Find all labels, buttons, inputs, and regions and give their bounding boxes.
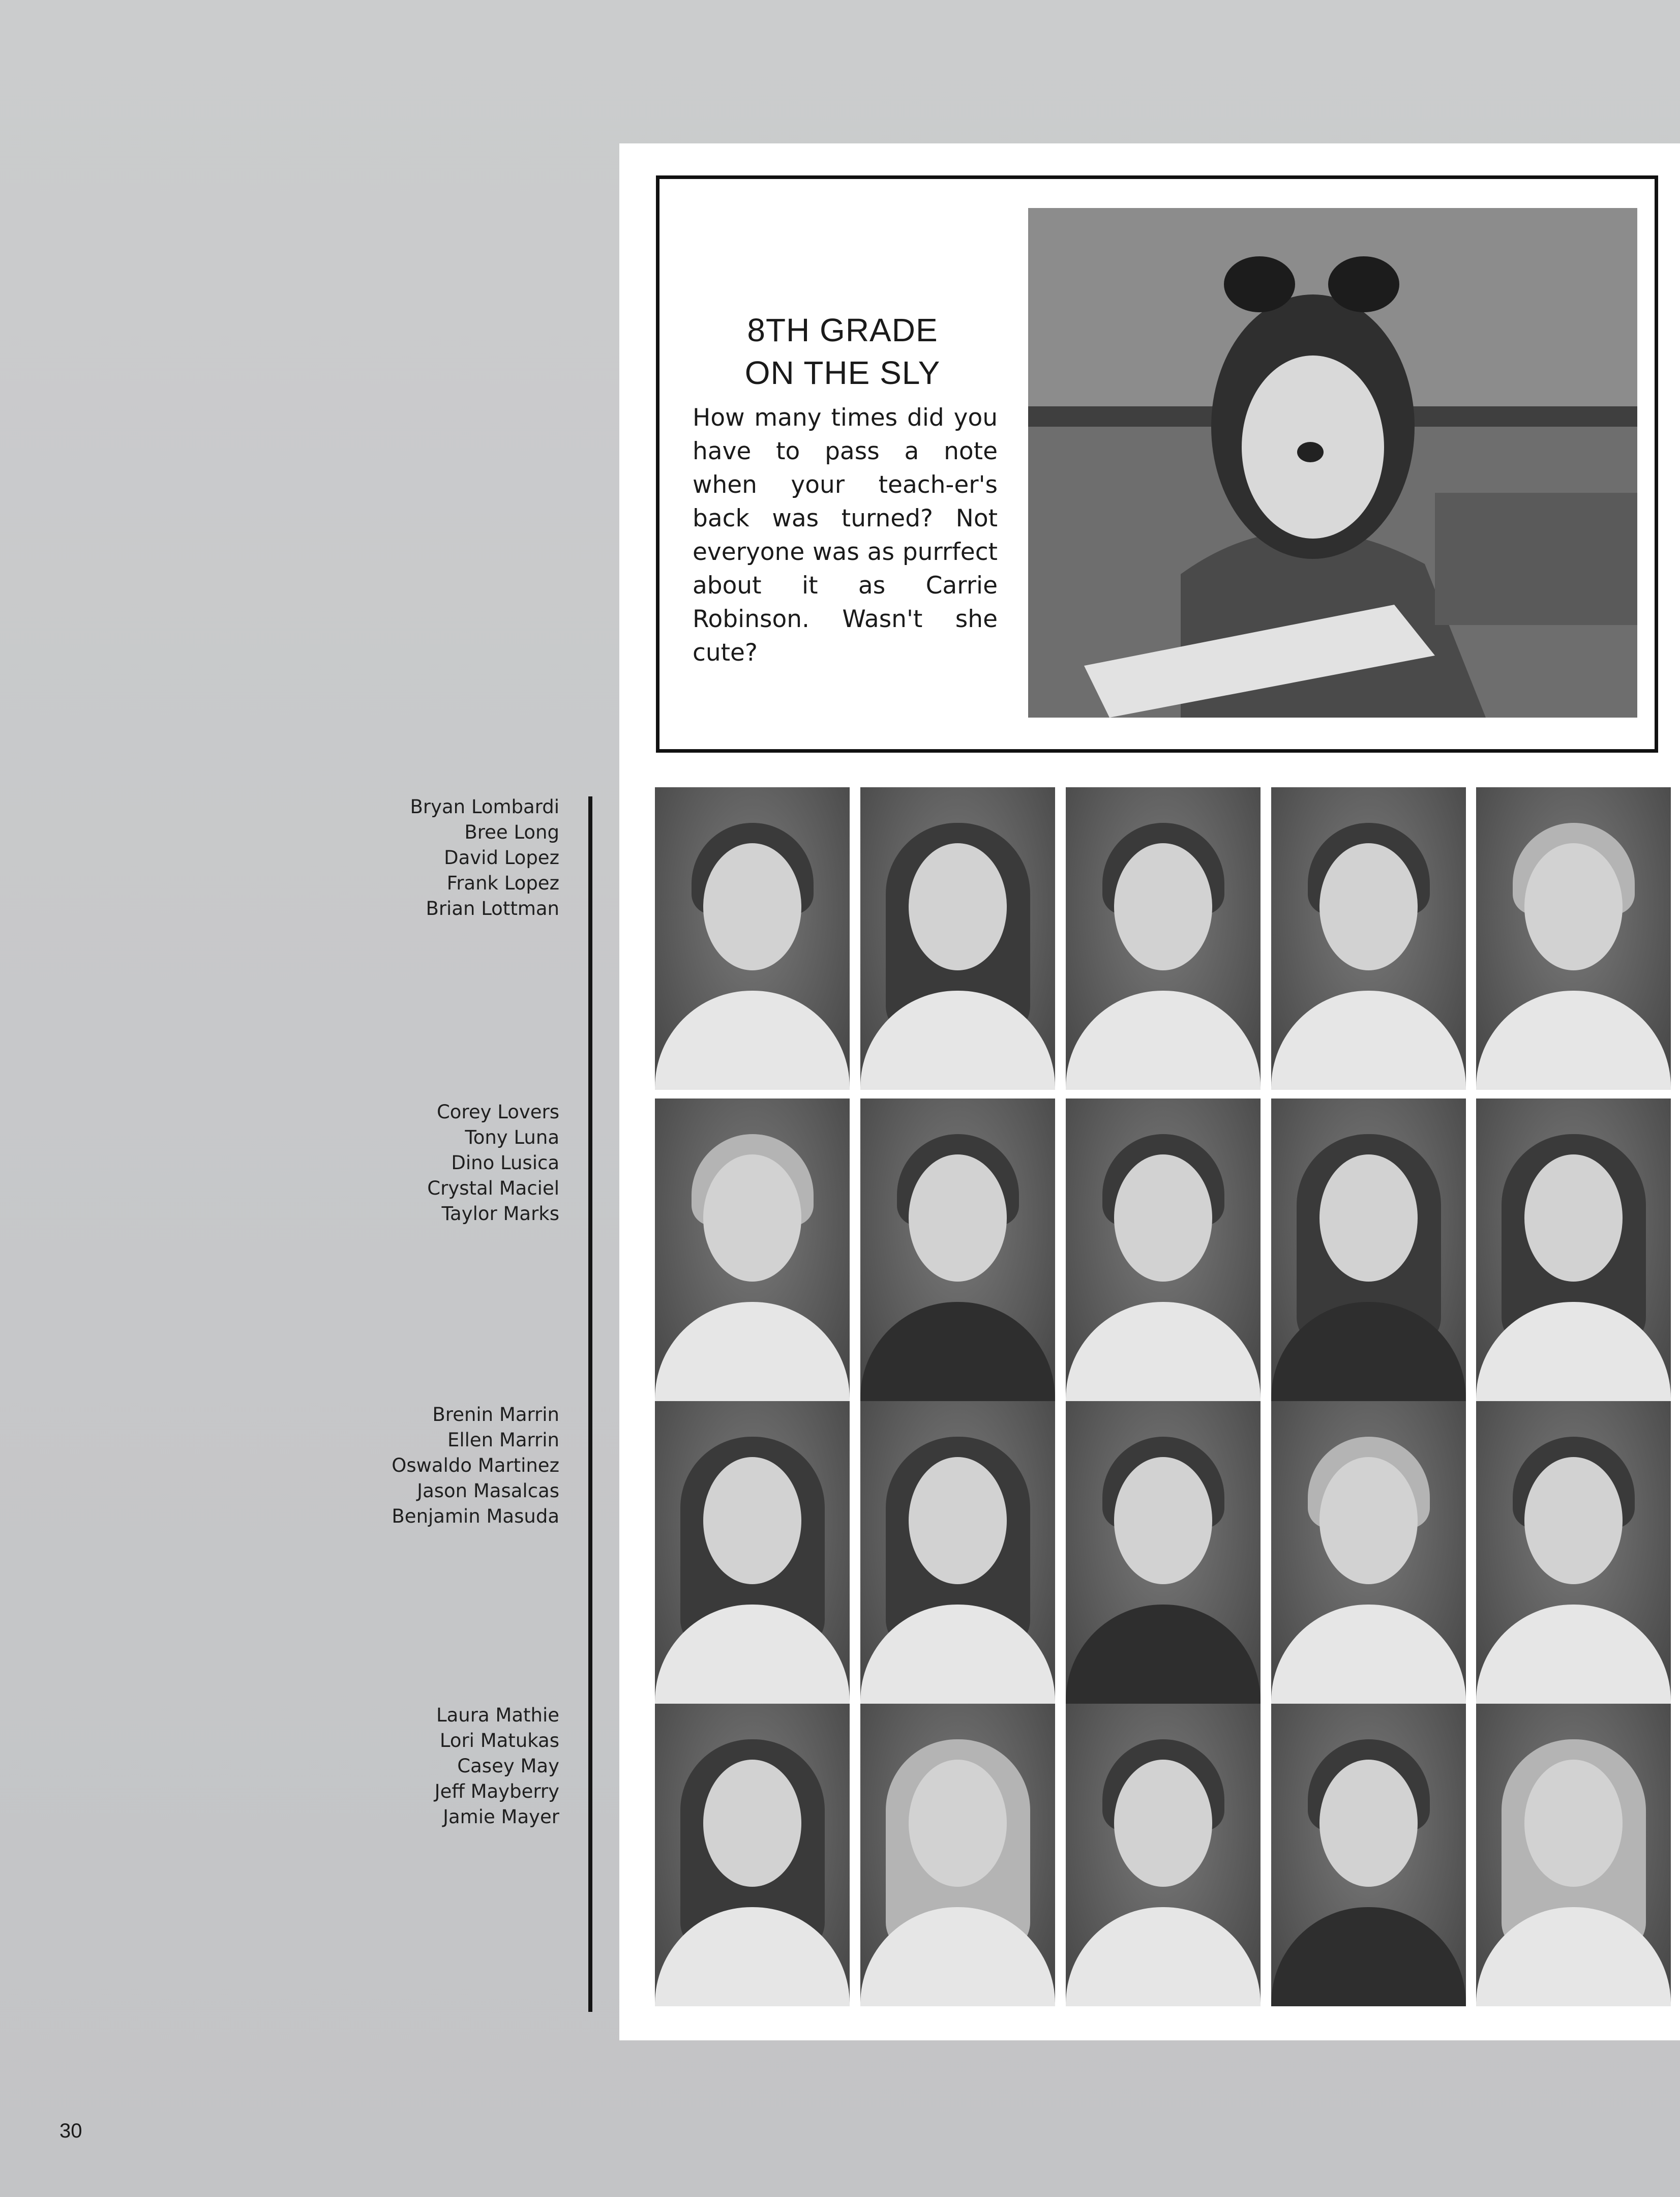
student-name: Benjamin Masuda: [392, 1505, 559, 1527]
feature-caption: How many times did you have to pass a note when your teach-er's back was turned? Not everyone was as purrfect about it as Carrie Robinson. Wasn't she cute?: [693, 404, 998, 667]
student-name: Bree Long: [464, 821, 559, 843]
student-name: Laura Mathie: [436, 1704, 559, 1726]
student-portrait: [655, 1704, 850, 2006]
student-name: Ellen Marrin: [447, 1429, 559, 1451]
student-name: Brenin Marrin: [432, 1404, 559, 1426]
student-name: Dino Lusica: [451, 1152, 559, 1174]
student-portrait: [860, 787, 1055, 1090]
student-name: Taylor Marks: [441, 1203, 559, 1225]
feature-title: [680, 309, 1005, 394]
name-list-row-4: [315, 1703, 559, 1830]
feature-box: [656, 175, 1658, 753]
feature-title-line-2: ON THE SLY: [744, 354, 941, 391]
student-name: Oswaldo Martinez: [392, 1454, 559, 1476]
student-portrait: [1476, 1401, 1671, 1704]
student-portrait: [655, 1098, 850, 1401]
student-portrait: [1271, 787, 1466, 1090]
student-portrait: [860, 1704, 1055, 2006]
portrait-grid: [655, 787, 1671, 2008]
student-portrait: [1271, 1098, 1466, 1401]
student-name: Bryan Lombardi: [410, 796, 559, 818]
name-list-row-3: [315, 1402, 559, 1529]
student-portrait: [1066, 787, 1261, 1090]
student-name: Crystal Maciel: [427, 1177, 559, 1199]
name-list-row-1: [315, 794, 559, 922]
feature-title-line-1: 8TH GRADE: [747, 312, 938, 348]
student-name: Tony Luna: [465, 1126, 559, 1148]
student-name: Corey Lovers: [436, 1101, 559, 1123]
student-portrait: [1271, 1704, 1466, 2006]
student-portrait: [860, 1098, 1055, 1401]
student-name: Lori Matukas: [439, 1730, 559, 1751]
student-portrait: [1066, 1098, 1261, 1401]
student-portrait: [1066, 1401, 1261, 1704]
student-portrait: [1476, 787, 1671, 1090]
feature-photo: [1028, 208, 1637, 718]
page-number: 30: [59, 2120, 82, 2142]
student-portrait: [1066, 1704, 1261, 2006]
student-portrait: [1271, 1401, 1466, 1704]
vertical-divider-rule: [588, 796, 592, 2012]
student-portrait: [860, 1401, 1055, 1704]
student-portrait: [1476, 1704, 1671, 2006]
student-name: Frank Lopez: [446, 872, 559, 894]
feature-photo-illustration: [1028, 208, 1637, 718]
student-name: Jamie Mayer: [443, 1806, 559, 1828]
student-portrait: [655, 787, 850, 1090]
student-name: Jason Masalcas: [417, 1480, 559, 1502]
name-list-row-2: [315, 1100, 559, 1227]
student-portrait: [655, 1401, 850, 1704]
student-portrait: [1476, 1098, 1671, 1401]
student-name: Brian Lottman: [426, 898, 559, 919]
student-name: Casey May: [457, 1755, 559, 1777]
student-name: Jeff Mayberry: [434, 1780, 559, 1802]
student-name: David Lopez: [444, 847, 559, 869]
